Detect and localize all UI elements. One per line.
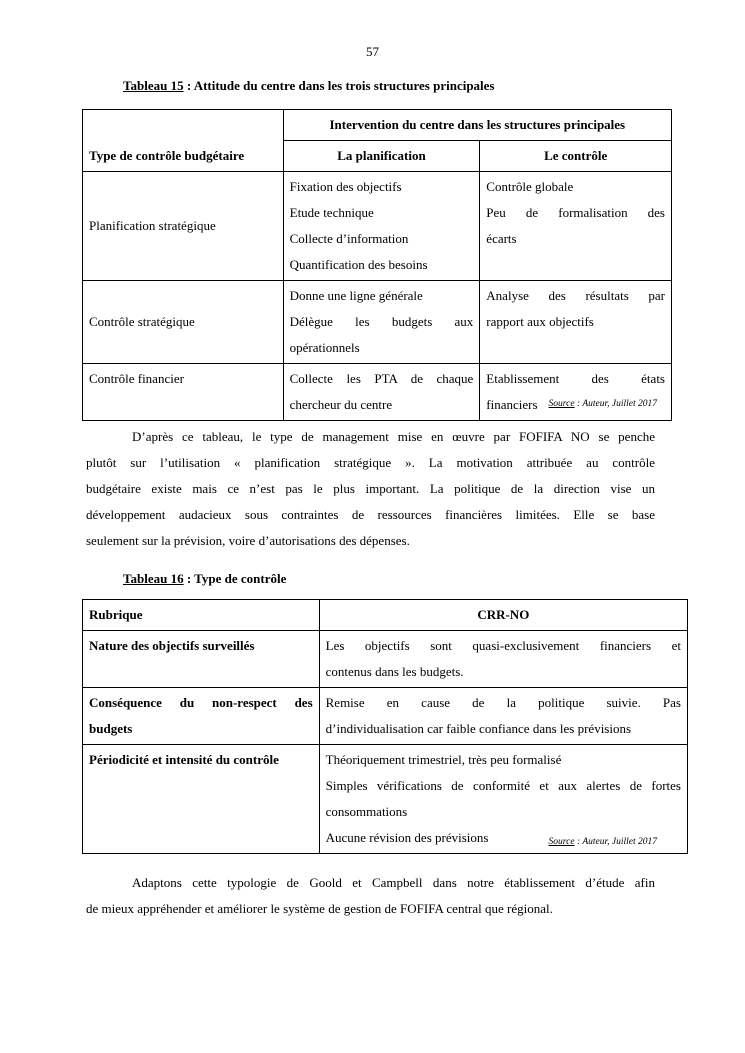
- table-row: [83, 281, 672, 364]
- table-row: [83, 172, 672, 281]
- paragraph-line: plutôt sur l’utilisation « planification stratégique ». La motivation attribuée au contrôle: [86, 455, 655, 470]
- table16-row-value: [319, 688, 687, 745]
- cell-line: Collecte d’information: [289, 231, 409, 246]
- cell-line: chercheur du centre: [289, 397, 393, 412]
- table15-caption-label: Tableau 15: [123, 78, 184, 93]
- table15-header-controle: Le contrôle: [480, 141, 672, 172]
- table16-row-value: [319, 631, 687, 688]
- table-row: [83, 688, 688, 745]
- table15-row-type: Contrôle financier: [83, 364, 284, 421]
- source-label: Source: [548, 837, 575, 847]
- paragraph-line: budgétaire existe mais ce n’est pas le plus important. La politique de la direction vise un: [86, 481, 655, 496]
- table15-row-controle: [480, 172, 672, 281]
- cell-line: Donne une ligne générale: [289, 288, 423, 303]
- cell-line: Fixation des objectifs: [289, 179, 402, 194]
- table16: [82, 599, 688, 854]
- table15-caption: [123, 78, 495, 94]
- cell-line: budgets: [89, 721, 133, 736]
- cell-line: Délègue les budgets aux: [289, 314, 474, 329]
- table15-header-type: Type de contrôle budgétaire: [83, 110, 284, 172]
- cell-line: Etude technique: [289, 205, 374, 220]
- table16-header-crr: CRR-NO: [319, 600, 687, 631]
- table-row: [83, 364, 672, 421]
- cell-line: Quantification des besoins: [289, 257, 428, 272]
- table15-row-planif: [283, 364, 480, 421]
- page-number: 57: [366, 44, 379, 59]
- cell-line: Analyse des résultats par: [486, 288, 665, 303]
- table15-row-planif: [283, 172, 480, 281]
- table15-row-type: Contrôle stratégique: [83, 281, 284, 364]
- paragraph-2: [86, 870, 655, 922]
- paragraph-1: [86, 424, 655, 554]
- table15-caption-text: : Attitude du centre dans les trois structures principales: [183, 78, 495, 93]
- paragraph-line: de mieux appréhender et améliorer le système de gestion de FOFIFA central que régional.: [86, 901, 553, 916]
- table16-caption-text: : Type de contrôle: [183, 571, 287, 586]
- cell-line: Simples vérifications de conformité et aux alertes de fortes: [325, 778, 681, 793]
- cell-line: Collecte les PTA de chaque: [289, 371, 474, 386]
- paragraph-line: Adaptons cette typologie de Goold et Campbell dans notre établissement d’étude afin: [132, 875, 655, 890]
- source-label: Source: [548, 399, 575, 409]
- paragraph-line: D’après ce tableau, le type de management mise en œuvre par FOFIFA NO se penche: [132, 429, 655, 444]
- table15: [82, 109, 672, 421]
- paragraph-line: seulement sur la prévision, voire d’autorisations des dépenses.: [86, 533, 410, 548]
- table16-row-rubrique: [83, 631, 320, 688]
- table15-row-controle: [480, 364, 672, 421]
- table15-header-planification: La planification: [283, 141, 480, 172]
- cell-line: opérationnels: [289, 340, 360, 355]
- cell-line: Périodicité et intensité du contrôle: [89, 752, 279, 767]
- cell-line: contenus dans les budgets.: [325, 664, 464, 679]
- table16-header-rubrique: Rubrique: [83, 600, 320, 631]
- table16-caption: [123, 571, 286, 587]
- paragraph-line: développement audacieux sous contraintes de ressources financières limitées. Elle se base: [86, 507, 655, 522]
- table-row: [83, 631, 688, 688]
- table16-row-rubrique: [83, 688, 320, 745]
- table16-source: [549, 837, 657, 847]
- cell-line: Remise en cause de la politique suivie. Pas: [325, 695, 681, 710]
- source-text: : Auteur, Juillet 2017: [574, 837, 657, 847]
- table15-row-type: Planification stratégique: [83, 172, 284, 281]
- cell-line: Nature des objectifs surveillés: [89, 638, 255, 653]
- cell-line: Théoriquement trimestriel, très peu formalisé: [325, 752, 562, 767]
- cell-line: Conséquence du non-respect des: [89, 695, 313, 710]
- table15-row-controle: [480, 281, 672, 364]
- cell-line: d’individualisation car faible confiance dans les prévisions: [325, 721, 632, 736]
- table16-row-rubrique: [83, 745, 320, 854]
- source-text: : Auteur, Juillet 2017: [574, 399, 657, 409]
- cell-line: financiers: [486, 397, 538, 412]
- table15-header-group: Intervention du centre dans les structures principales: [283, 110, 671, 141]
- table15-row-planif: [283, 281, 480, 364]
- cell-line: écarts: [486, 231, 517, 246]
- cell-line: Aucune révision des prévisions: [325, 830, 489, 845]
- cell-line: consommations: [325, 804, 408, 819]
- cell-line: Peu de formalisation des: [486, 205, 665, 220]
- table15-source: [549, 399, 657, 409]
- cell-line: Contrôle globale: [486, 179, 574, 194]
- cell-line: Etablissement des états: [486, 371, 665, 386]
- cell-line: Les objectifs sont quasi-exclusivement financiers et: [325, 638, 681, 653]
- table16-caption-label: Tableau 16: [123, 571, 184, 586]
- cell-line: rapport aux objectifs: [486, 314, 594, 329]
